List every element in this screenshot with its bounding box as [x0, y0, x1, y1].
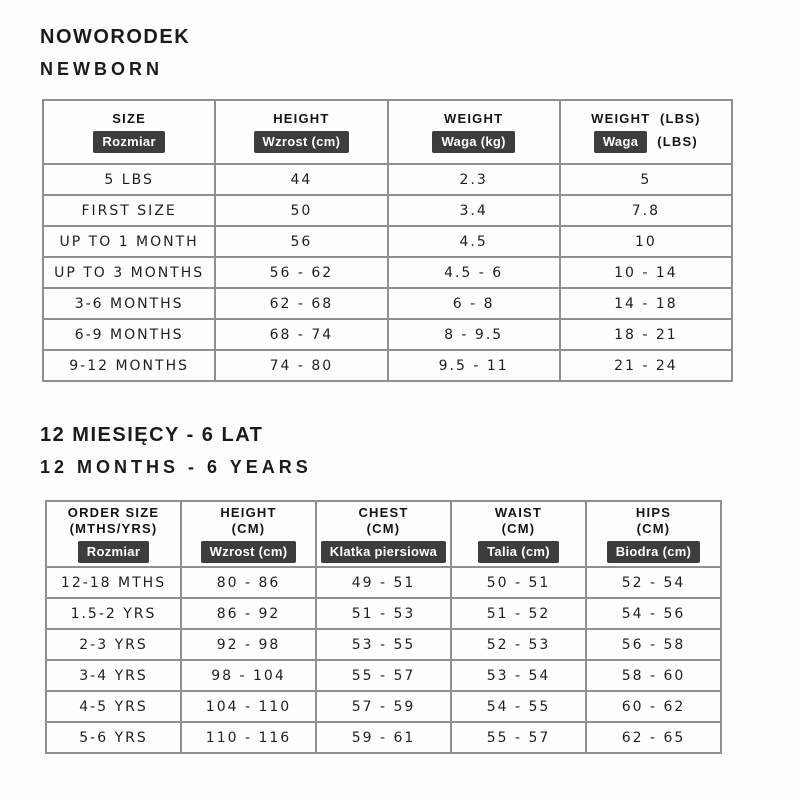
- table-cell: 68 - 74: [215, 319, 387, 350]
- table-cell: 52 - 54: [586, 567, 721, 598]
- table-cell: 52 - 53: [451, 629, 586, 660]
- table-cell: 44: [215, 164, 387, 195]
- table-cell: 86 - 92: [181, 598, 316, 629]
- table-cell: 55 - 57: [316, 660, 451, 691]
- table-cell: 3-6 MONTHS: [43, 288, 215, 319]
- column-header: [586, 501, 721, 567]
- table-cell: 18 - 21: [560, 319, 732, 350]
- table-cell: 3-4 YRS: [46, 660, 181, 691]
- toddler-table-header: [46, 501, 721, 567]
- table-cell: 53 - 54: [451, 660, 586, 691]
- column-header-label: (CM): [636, 521, 671, 536]
- table-cell: 5: [560, 164, 732, 195]
- section-title-polish: NOWORODEK: [40, 26, 191, 48]
- table-row: [46, 660, 721, 691]
- translation-badge: Waga (kg): [432, 131, 514, 153]
- newborn-table-header: [43, 100, 732, 164]
- column-header-label: WEIGHT (LBS): [591, 111, 701, 126]
- table-cell: 51 - 52: [451, 598, 586, 629]
- translation-badge: Wzrost (cm): [254, 131, 350, 153]
- translation-badge: Rozmiar: [78, 541, 149, 563]
- table-cell: 62 - 65: [586, 722, 721, 753]
- section-title-polish: 12 MIESIĘCY - 6 LAT: [40, 424, 264, 446]
- table-cell: 110 - 116: [181, 722, 316, 753]
- table-row: [43, 257, 732, 288]
- newborn-size-table: [42, 99, 733, 382]
- table-cell: 56 - 62: [215, 257, 387, 288]
- table-cell: 104 - 110: [181, 691, 316, 722]
- table-cell: 10: [560, 226, 732, 257]
- table-row: [46, 722, 721, 753]
- column-header-label: HIPS: [635, 505, 672, 520]
- toddler-table-body: [46, 567, 721, 753]
- table-cell: 9.5 - 11: [388, 350, 560, 381]
- table-cell: 56 - 58: [586, 629, 721, 660]
- column-header: [316, 501, 451, 567]
- column-header: [451, 501, 586, 567]
- column-header: [46, 501, 181, 567]
- table-cell: 4.5: [388, 226, 560, 257]
- table-row: [43, 288, 732, 319]
- newborn-table-body: [43, 164, 732, 381]
- column-header-label: (CM): [501, 521, 536, 536]
- column-header-label: HEIGHT: [220, 505, 277, 520]
- column-header-label: WAIST: [494, 505, 543, 520]
- table-cell: 59 - 61: [316, 722, 451, 753]
- table-cell: 5-6 YRS: [46, 722, 181, 753]
- table-row: [43, 350, 732, 381]
- column-header: [215, 100, 387, 164]
- column-header-label: CHEST: [358, 505, 409, 520]
- table-cell: 10 - 14: [560, 257, 732, 288]
- column-header-label: (CM): [231, 521, 266, 536]
- header-row: [43, 100, 732, 164]
- column-header: [388, 100, 560, 164]
- table-row: [43, 164, 732, 195]
- table-cell: 3.4: [388, 195, 560, 226]
- translation-badge: Klatka piersiowa: [321, 541, 446, 563]
- table-cell: 49 - 51: [316, 567, 451, 598]
- table-cell: 6-9 MONTHS: [43, 319, 215, 350]
- badge-suffix-label: (LBS): [657, 134, 698, 149]
- translation-badge: Rozmiar: [93, 131, 164, 153]
- column-header-label: ORDER SIZE: [67, 505, 160, 520]
- table-cell: 56: [215, 226, 387, 257]
- table-cell: 74 - 80: [215, 350, 387, 381]
- toddler-section-title: [0, 382, 800, 478]
- newborn-section-title: [0, 0, 800, 80]
- table-row: [43, 226, 732, 257]
- table-row: [46, 598, 721, 629]
- table-cell: 2-3 YRS: [46, 629, 181, 660]
- table-cell: 54 - 56: [586, 598, 721, 629]
- table-cell: FIRST SIZE: [43, 195, 215, 226]
- table-row: [43, 195, 732, 226]
- table-cell: 92 - 98: [181, 629, 316, 660]
- table-cell: 98 - 104: [181, 660, 316, 691]
- translation-badge: Talia (cm): [478, 541, 559, 563]
- column-header-label: WEIGHT: [444, 111, 504, 126]
- column-header: [560, 100, 732, 164]
- column-header: [181, 501, 316, 567]
- column-header-label: SIZE: [112, 111, 146, 126]
- table-cell: 60 - 62: [586, 691, 721, 722]
- table-cell: 1.5-2 YRS: [46, 598, 181, 629]
- table-cell: 50 - 51: [451, 567, 586, 598]
- table-row: [46, 629, 721, 660]
- table-cell: 2.3: [388, 164, 560, 195]
- header-row: [46, 501, 721, 567]
- column-header-label: (MTHS/YRS): [69, 521, 158, 536]
- table-cell: 5 LBS: [43, 164, 215, 195]
- translation-badge: Waga: [594, 131, 647, 153]
- table-cell: 57 - 59: [316, 691, 451, 722]
- table-cell: 51 - 53: [316, 598, 451, 629]
- table-cell: 50: [215, 195, 387, 226]
- table-cell: UP TO 1 MONTH: [43, 226, 215, 257]
- table-cell: 12-18 MTHS: [46, 567, 181, 598]
- table-cell: 62 - 68: [215, 288, 387, 319]
- table-cell: 4.5 - 6: [388, 257, 560, 288]
- table-cell: 9-12 MONTHS: [43, 350, 215, 381]
- table-cell: 6 - 8: [388, 288, 560, 319]
- column-header-label: (CM): [366, 521, 401, 536]
- table-row: [46, 691, 721, 722]
- table-cell: 53 - 55: [316, 629, 451, 660]
- translation-badge: Biodra (cm): [607, 541, 701, 563]
- table-cell: 54 - 55: [451, 691, 586, 722]
- column-header: [43, 100, 215, 164]
- table-cell: UP TO 3 MONTHS: [43, 257, 215, 288]
- table-cell: 80 - 86: [181, 567, 316, 598]
- table-cell: 14 - 18: [560, 288, 732, 319]
- table-cell: 8 - 9.5: [388, 319, 560, 350]
- table-cell: 7.8: [560, 195, 732, 226]
- section-title-english: NEWBORN: [40, 59, 163, 79]
- column-header-label: HEIGHT: [273, 111, 330, 126]
- table-row: [46, 567, 721, 598]
- section-title-english: 12 MONTHS - 6 YEARS: [40, 457, 312, 477]
- table-cell: 21 - 24: [560, 350, 732, 381]
- table-cell: 4-5 YRS: [46, 691, 181, 722]
- table-cell: 55 - 57: [451, 722, 586, 753]
- toddler-size-table: [45, 500, 722, 754]
- table-row: [43, 319, 732, 350]
- table-cell: 58 - 60: [586, 660, 721, 691]
- translation-badge: Wzrost (cm): [201, 541, 297, 563]
